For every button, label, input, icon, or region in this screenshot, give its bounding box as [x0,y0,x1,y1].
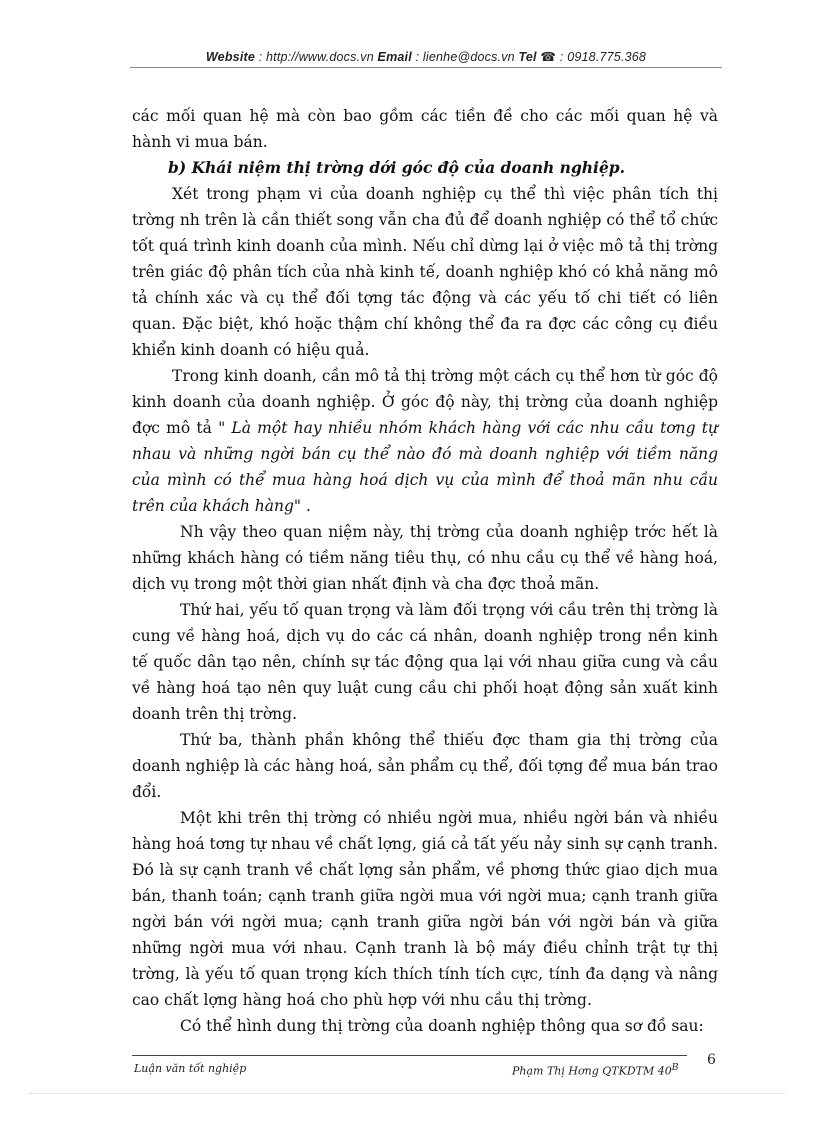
tel-label: Tel [518,50,537,64]
page-header [130,49,722,64]
email-value[interactable]: : lienhe@docs.vn [411,50,519,64]
tel-value: : 0918.775.368 [556,50,647,64]
paragraph-scope: Xét trong phạm vi của doanh nghiệp cụ thể thì việc phân tích thị trờng nh trên là cần thiết song vẫn cha đủ để doanh nghiệp có thể tổ chức tốt quá trình kinh doanh của mình. Nếu chỉ dừng lại ở việc mô tả thị trờng trên giác độ phân tích của nhà kinh tế, doanh nghiệp khó có khả năng mô tả chính xác và cụ thể đối tợng tác động và các yếu tố chi tiết có liên quan. Đặc biệt, khó hoặc thậm chí không thể đa ra đợc các công cụ điều khiển kinh doanh có hiệu quả. [132,185,718,359]
phone-icon: ☎ [540,50,557,64]
paragraph-supply: Thứ hai, yếu tố quan trọng và làm đối trọng với cầu trên thị trờng là cung về hàng hoá, dịch vụ do các cá nhân, doanh nghiệp trong nền kinh tế quốc dân tạo nên, chính sự tác động qua lại với nhau giữa cung và cầu về hàng hoá tạo nên quy luật cung cầu chi phối hoạt động sản xuất kinh doanh trên thị trờng. [132,601,718,723]
header-rule [130,67,722,68]
footer-author-sup: B [671,1062,679,1073]
footer-author [512,1062,678,1078]
paragraph-intro: các mối quan hệ mà còn bao gồm các tiền đề cho các mối quan hệ và hành vi mua bán. [132,107,718,151]
paragraph-goods: Thứ ba, thành phần không thể thiếu đợc tham gia thị trờng của doanh nghiệp là các hàng hoá, sản phẩm cụ thể, đối tợng để mua bán trao đổi. [132,731,718,801]
page-bottom-divider [30,1093,786,1094]
footer-thesis-label: Luận văn tốt nghiệp [134,1062,247,1075]
website-label: Website [205,50,256,64]
definition-quote: " Là một hay nhiều nhóm khách hàng với các nhu cầu tơng tự nhau và những ngời bán cụ thể nào đó mà doanh nghiệp với tiềm năng của mình có thể mua hàng hoá dịch vụ của mình để thoả mãn nhu cầu trên của khách hàng" [132,419,719,515]
footer-rule [132,1055,687,1056]
paragraph-definition [132,363,718,519]
paragraph-customers: Nh vậy theo quan niệm này, thị trờng của doanh nghiệp trớc hết là những khách hàng có tiềm năng tiêu thụ, có nhu cầu cụ thể về hàng hoá, dịch vụ trong một thời gian nhất định và cha đợc thoả mãn. [132,523,718,593]
page-number: 6 [707,1052,716,1068]
paragraph-competition: Một khi trên thị trờng có nhiều ngời mua, nhiều ngời bán và nhiều hàng hoá tơng tự nhau về chất lợng, giá cả tất yếu nảy sinh sự cạnh tranh. Đó là sự cạnh tranh về chất lợng sản phẩm, về phơng thức giao dịch mua bán, thanh toán; cạnh tranh giữa ngời mua với ngời mua; cạnh tranh giữa ngời bán với ngời mua; cạnh tranh giữa ngời bán với ngời bán và giữa những ngời mua với nhau. Cạnh tranh là bộ máy điều chỉnh trật tự thị trờng, là yếu tố quan trọng kích thích tính tích cực, tính đa dạng và nâng cao chất lợng hàng hoá cho phù hợp với nhu cầu thị trờng. [132,809,718,1009]
section-heading: b) Khái niệm thị trờng dới góc độ của doanh nghiệp. [168,158,626,177]
website-value[interactable]: : http://www.docs.vn [255,50,378,64]
document-body [132,103,718,1039]
definition-end: . [301,497,311,515]
footer-author-text: Phạm Thị Hơng QTKDTM 40 [512,1064,672,1078]
email-label: Email [377,50,412,64]
definition-lead: Trong kinh doanh, cần mô tả thị trờng một cách cụ thể hơn từ góc độ kinh doanh của doanh nghiệp. Ở góc độ này, thị trờng của doanh nghiệp đợc mô tả [132,367,718,437]
paragraph-diagram-intro: Có thể hình dung thị trờng của doanh nghiệp thông qua sơ đồ sau: [180,1017,704,1035]
